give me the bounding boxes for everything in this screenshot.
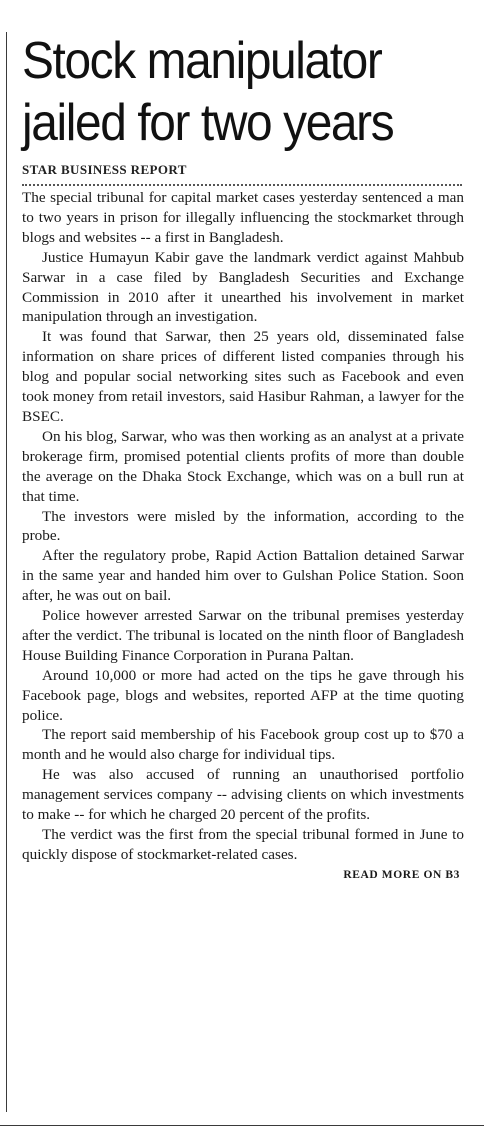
dotted-divider	[22, 184, 462, 186]
paragraph: The report said membership of his Facebook group cost up to $70 a month and he would also charge for individual tips.	[22, 726, 464, 764]
column-rule-left	[6, 32, 7, 1112]
article-body	[22, 188, 464, 865]
headline-line-2: jailed for two years	[22, 94, 394, 152]
headline-line-1: Stock manipulator	[22, 32, 382, 90]
paragraph: On his blog, Sarwar, who was then working as an analyst at a private brokerage firm, promised potential clients profits of more than double the average on the Dhaka Stock Exchange, which was on a bull run at that time.	[22, 427, 464, 505]
headline	[22, 30, 429, 154]
paragraph: Around 10,000 or more had acted on the tips he gave through his Facebook page, blogs and websites, reported AFP at the time quoting police.	[22, 666, 464, 724]
paragraph: He was also accused of running an unauthorised portfolio management services company -- advising clients on which investments to make -- for which he charged 20 percent of the profits.	[22, 766, 464, 824]
paragraph: Justice Humayun Kabir gave the landmark verdict against Mahbub Sarwar in a case filed by Bangladesh Securities and Exchange Commission in 2010 after it unearthed his involvement in market manipulation through an investigation.	[22, 248, 464, 326]
read-more-link[interactable]: READ MORE ON B3	[343, 868, 460, 881]
paragraph: After the regulatory probe, Rapid Action Battalion detained Sarwar in the same year and handed him over to Gulshan Police Station. Soon after, he was out on bail.	[22, 547, 464, 605]
paragraph: The special tribunal for capital market cases yesterday sentenced a man to two years in prison for illegally influencing the stockmarket through blogs and websites -- a first in Bangladesh.	[22, 189, 464, 246]
news-article	[22, 30, 464, 881]
paragraph: Police however arrested Sarwar on the tribunal premises yesterday after the verdict. The tribunal is located on the ninth floor of Bangladesh House Building Finance Corporation in Purana Paltan.	[22, 607, 464, 664]
paragraph: The verdict was the first from the special tribunal formed in June to quickly dispose of stockmarket-related cases.	[22, 826, 464, 863]
byline: STAR BUSINESS REPORT	[22, 162, 187, 177]
page-rule-bottom	[0, 1125, 484, 1126]
paragraph: It was found that Sarwar, then 25 years old, disseminated false information on share prices of different listed companies through his blog and popular social networking sites such as Facebook and even took money from retail investors, said Hasibur Rahman, a lawyer for the BSEC.	[22, 328, 464, 425]
paragraph: The investors were misled by the information, according to the probe.	[22, 507, 464, 545]
